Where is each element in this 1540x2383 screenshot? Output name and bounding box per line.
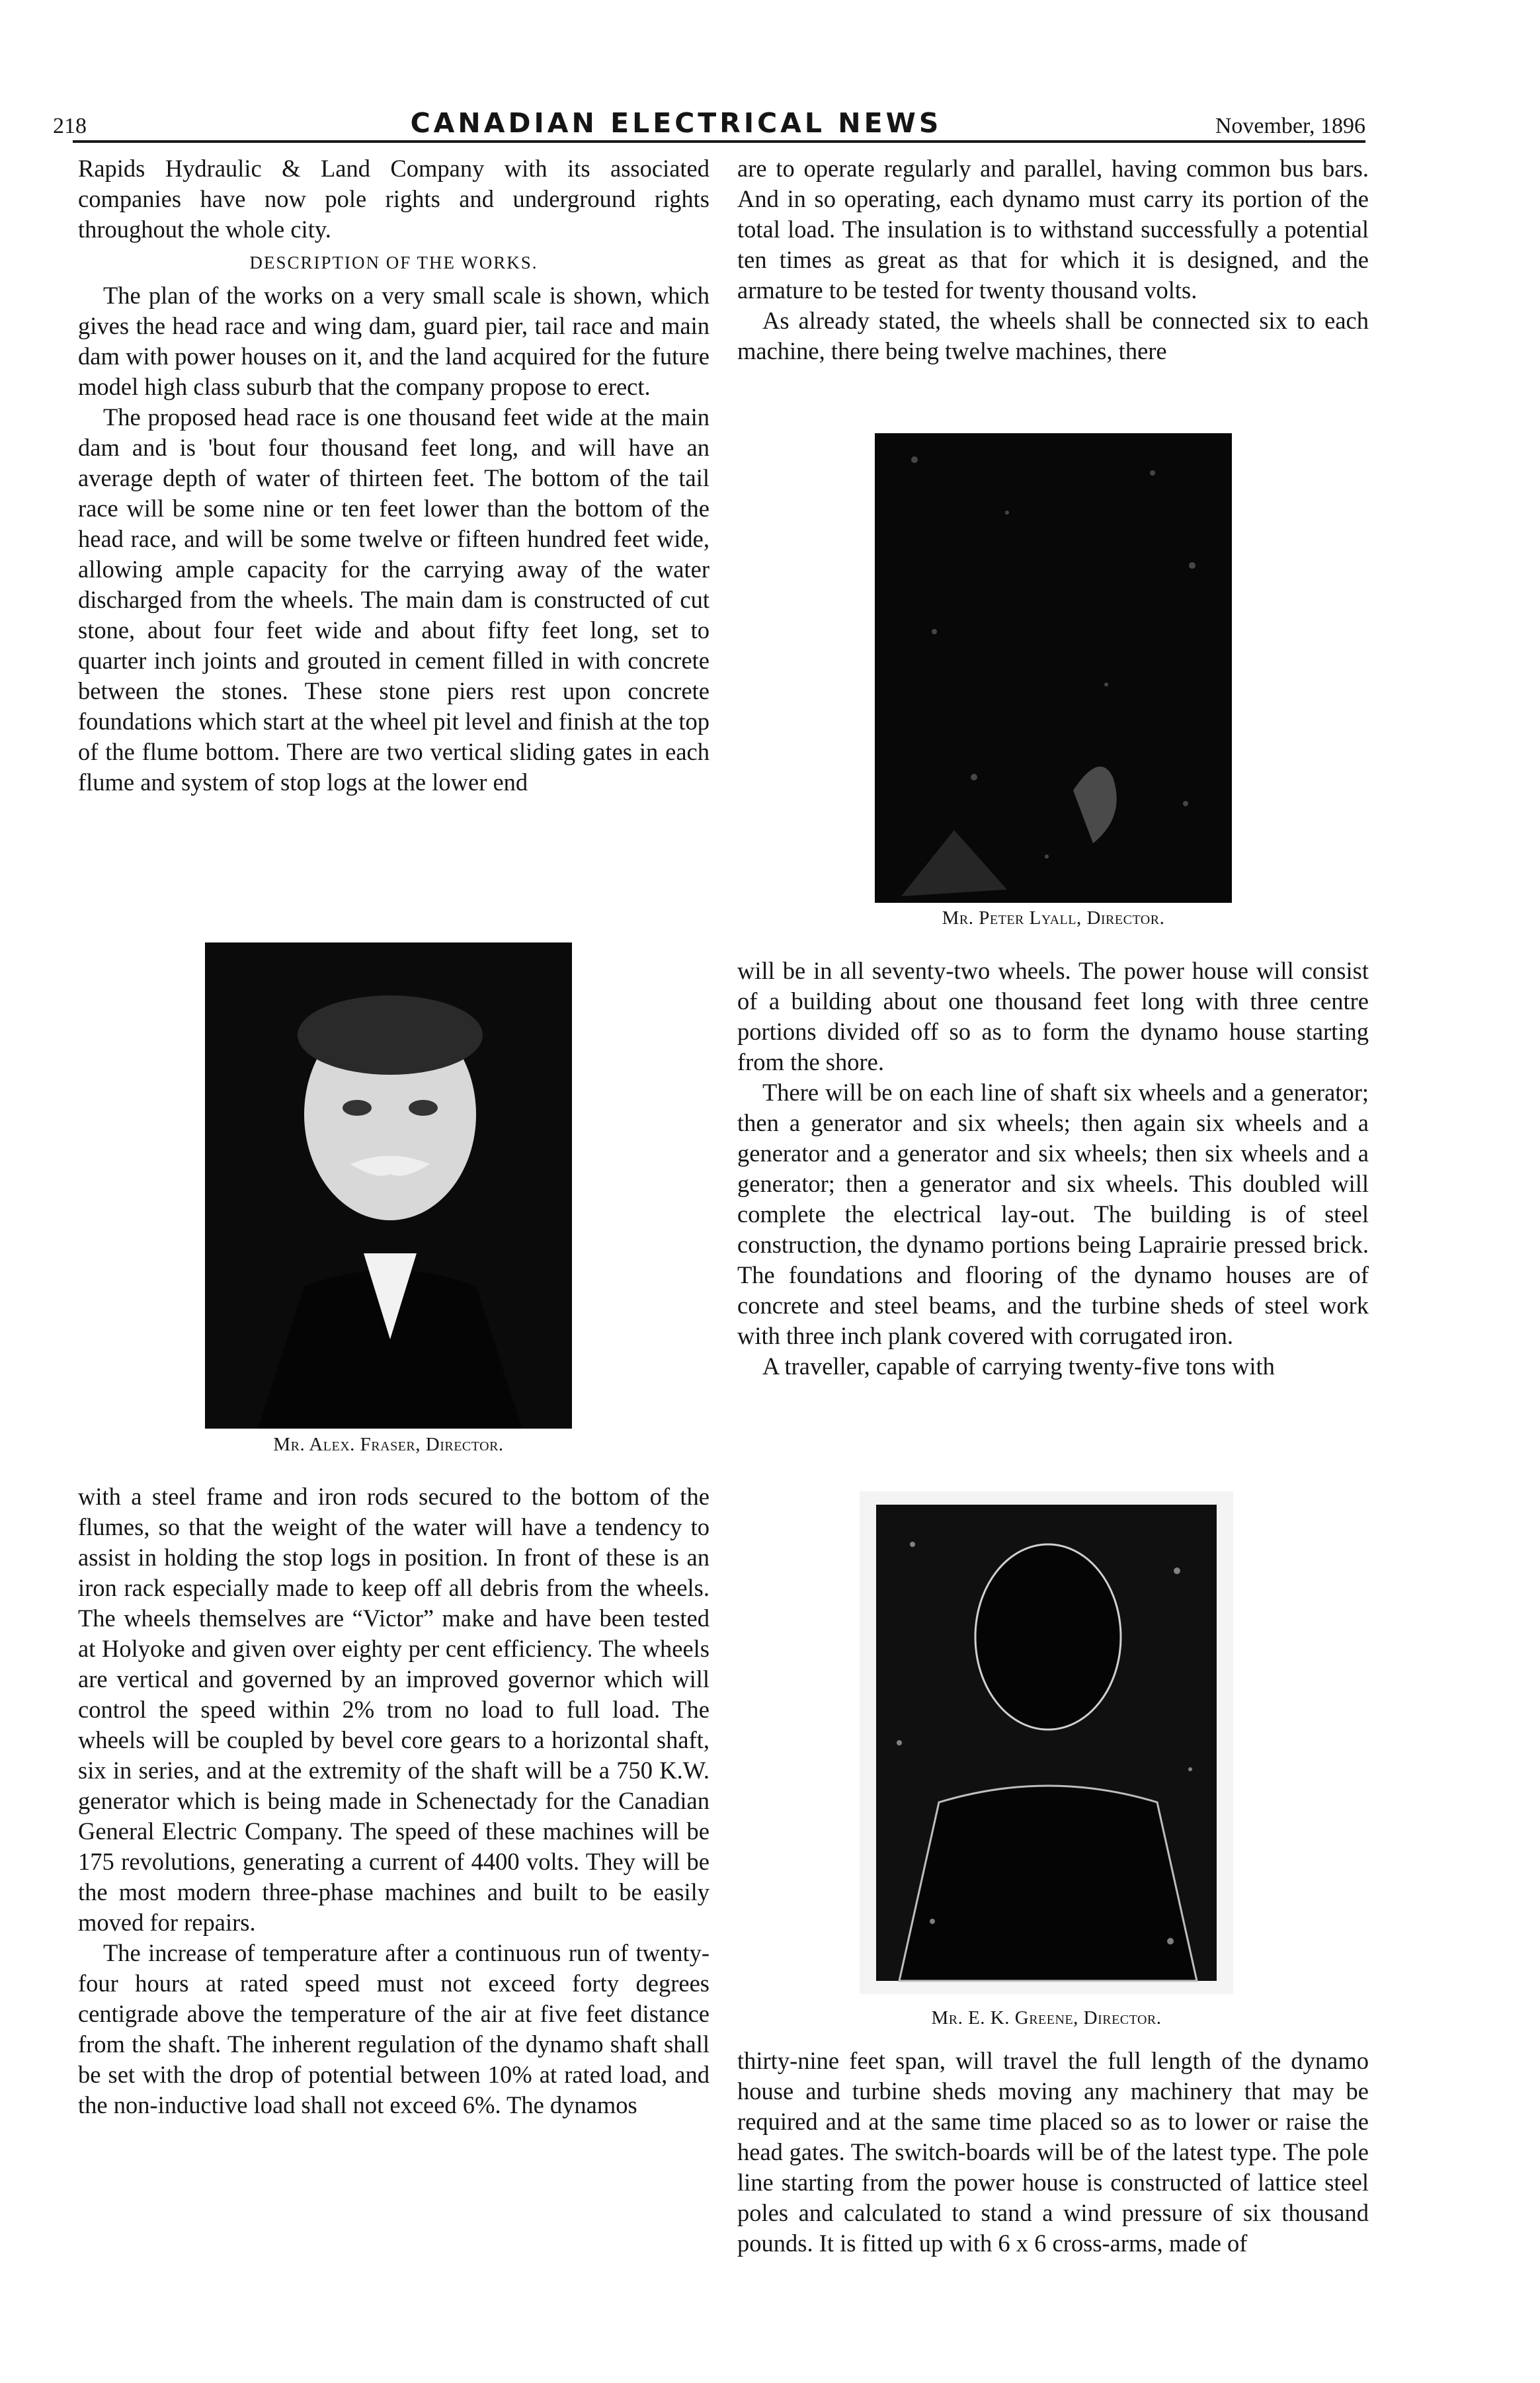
masthead: CANADIAN ELECTRICAL NEWS [410,107,942,139]
paragraph: The proposed head race is one thousand feet wide at the main dam and is 'bout four thousand feet long, and will have an average depth of water of thirteen feet. The bottom of the tail race will be some nine or ten feet lower than the bottom of the head race, and will be some twelve or fifteen hundred feet wide, allowing ample capacity for the carrying away of the water discharged from the wheels. The main dam is constructed of cut stone, about four feet wide and about fifty feet long, set to quarter inch joints and grouted in cement filled in with concrete between the stones. These stone piers rest upon concrete foundations which start at the wheel pit level and finish at the top of the flume bottom. There are two vertical sliding gates in each flume and system of stop logs at the lower end [78,403,709,796]
portrait-ek-greene [860,1491,1233,1994]
left-column-top [78,153,709,798]
paragraph: with a steel frame and iron rods secured to the bottom of the flumes, so that the weight of the water will have a tendency to assist in holding the stop logs in position. In front of these is an iron rack especially made to keep off all debris from the wheels. The wheels themselves are “Victor” make and have been tested at Holyoke and given over eighty per cent efficiency. The wheels are vertical and governed by an improved governor which will control the speed within 2% trom no load to full load. The wheels will be coupled by bevel core gears to a horizontal shaft, six in series, and at the extremity of the shaft will be a 750 K.W. generator which is being made in Schenectady for the Canadian General Electric Company. The speed of these machines will be 175 revolutions, generating a current of 4400 volts. They will be the most modern three-phase machines and built to be easily moved for repairs. [78,1483,709,1936]
caption-peter-lyall: Mr. Peter Lyall, Director. [942,907,1165,929]
paragraph: There will be on each line of shaft six wheels and a generator; then a generator and six wheels; then again six wheels and a generator and a generator and six wheels; then six wheels and a generator; then a generator and six wheels. This doubled will complete the electrical lay-out. The building is of steel construction, the dynamo portions being Laprairie pressed brick. The foundations and flooring of the dynamo houses are of concrete and steel beams, and the turbine sheds of steel work with three inch plank covered with corrugated iron. [737,1079,1369,1349]
page-number: 218 [53,114,87,138]
portrait-alex-fraser [205,942,572,1429]
header-rule [73,140,1365,143]
page-header [53,99,1365,139]
paragraph: The plan of the works on a very small scale is shown, which gives the head race and wing dam, guard pier, tail race and main dam with power houses on it, and the land acquired for the future model high class suburb that the company propose to erect. [78,282,709,400]
paragraph: are to operate regularly and parallel, having common bus bars. And in so operating, each dynamo must carry its portion of the total load. The insulation is to withstand successfully a potential ten times as great as that for which it is designed, and the armature to be tested for twenty thousand volts. [737,155,1369,304]
paragraph: Rapids Hydraulic & Land Company with its associated companies have now pole rights and underground rights throughout the whole city. [78,155,709,243]
right-column-bottom [737,2046,1369,2259]
paragraph: As already stated, the wheels shall be connected six to each machine, there being twelve machines, there [737,307,1369,364]
left-column-bottom [78,1482,709,2120]
paragraph: The increase of temperature after a continuous run of twenty-four hours at rated speed must not exceed forty degrees centigrade above the temperature of the air at five feet distance from the shaft. The inherent regulation of the dynamo shaft shall be set with the drop of potential between 10% at rated load, and the non-inductive load shall not exceed 6%. The dynamos [78,1939,709,2118]
paragraph: will be in all seventy-two wheels. The power house will consist of a building about one thousand feet long with three centre portions divided off so as to form the dynamo house starting from the shore. [737,957,1369,1075]
right-column-top [737,153,1369,366]
paragraph: thirty-nine feet span, will travel the full length of the dynamo house and turbine sheds moving any machinery that may be required and at the same time placed so as to lower or raise the head gates. The switch-boards will be of the latest type. The pole line starting from the power house is constructed of lattice steel poles and calculated to stand a wind pressure of six thousand pounds. It is fitted up with 6 x 6 cross-arms, made of [737,2047,1369,2257]
caption-ek-greene: Mr. E. K. Greene, Director. [931,2007,1162,2028]
portrait-peter-lyall [875,433,1232,903]
paragraph: A traveller, capable of carrying twenty-five tons with [762,1353,1275,1380]
caption-alex-fraser: Mr. Alex. Fraser, Director. [273,1434,504,1455]
section-heading: DESCRIPTION OF THE WORKS. [249,253,538,272]
issue-date: November, 1896 [1215,114,1365,138]
right-column-middle [737,956,1369,1382]
